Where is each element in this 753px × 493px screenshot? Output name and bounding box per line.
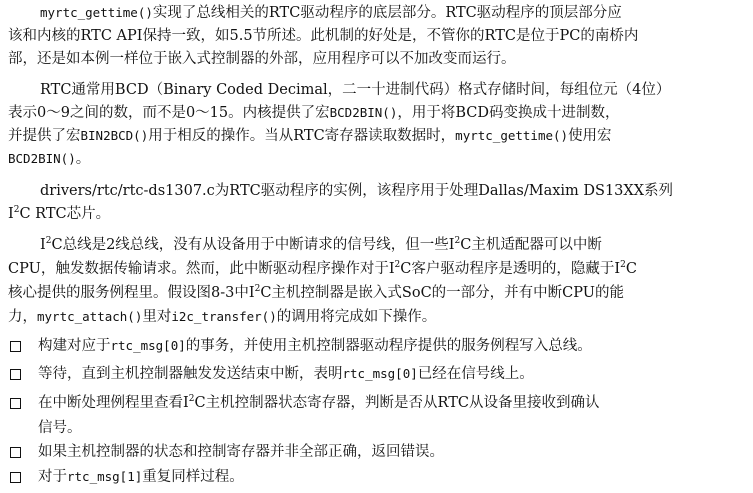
bullet-item-2: 等待，直到主机控制器触发发送结束中断，表明rtc_msg[0]已经在信号线上。 (38, 366, 534, 382)
paragraph-3-line-2: $I^2C$ RTC芯片。 (8, 205, 111, 222)
bullet-item-1: 构建对应于rtc_msg[0]的事务，并使用主机控制器驱动程序提供的服务例程写入总线。 (38, 338, 592, 354)
paragraph-4-line-4: 力，myrtc_attach()里对i2c_transfer()的调用将完成如下操作。 (8, 309, 437, 325)
paragraph-3-line-1: drivers/rtc/rtc-ds1307.c为RTC驱动程序的实例，该程序用于处理Dallas/Maxim DS13XX系列 (40, 183, 674, 199)
code-rtc-msg-0: rtc_msg[0] (342, 366, 418, 381)
paragraph-2-line-1: RTC通常用BCD（Binary Coded Decimal，二一十进制代码）格式存储时间，每组位元（4位） (40, 82, 671, 98)
checkbox-bullet-icon (10, 472, 21, 483)
code-bin2bcd: BIN2BCD() (80, 128, 149, 143)
checkbox-bullet-icon (10, 369, 21, 380)
code-rtc-msg-1: rtc_msg[1] (67, 469, 143, 484)
code-rtc-msg-0: rtc_msg[0] (110, 338, 186, 353)
paragraph-1-line-2: 该和内核的RTC API保持一致，如5.5节所述。此机制的好处是，不管你的RTC是位于PC的南桥内 (8, 28, 639, 44)
paragraph-2-line-4: BCD2BIN()。 (8, 151, 91, 167)
paragraph-4-line-3: 核心提供的服务例程里。假设图8-3中$I^2C$主机控制器是嵌入式SoC的一部分，并有中断CPU的能 (8, 284, 624, 301)
code-myrtc-attach: myrtc_attach() (37, 309, 143, 324)
paragraph-2-line-2: 表示0～9之间的数，而不是0～15。内核提供了宏BCD2BIN()，用于将BCD码变换成十进制数， (8, 105, 620, 121)
bullet-item-5: 对于rtc_msg[1]重复同样过程。 (38, 469, 244, 485)
code-myrtc-gettime: myrtc_gettime() (40, 5, 153, 20)
paragraph-2-line-3: 并提供了宏BIN2BCD()用于相反的操作。当从RTC寄存器读取数据时，myrtc_gettime()使用宏 (8, 128, 612, 144)
paragraph-1-line-3: 部，还是如本例一样位于嵌入式控制器的外部，应用程序可以不加改变而运行。 (8, 51, 516, 67)
checkbox-bullet-icon (10, 341, 21, 352)
bullet-item-4: 如果主机控制器的状态和控制寄存器并非全部正确，返回错误。 (38, 444, 444, 460)
checkbox-bullet-icon (10, 398, 21, 409)
code-bcd2bin: BCD2BIN() (329, 105, 398, 120)
bullet-item-3: 在中断处理例程里查看$I^2C$主机控制器状态寄存器，判断是否从RTC从设备里接收到确认 (38, 394, 600, 411)
paragraph-4-line-1: $I^2C$总线是2线总线，没有从设备用于中断请求的信号线，但一些$I^2C$主机适配器可以中断 (40, 236, 602, 253)
bullet-item-3-continuation: 信号。 (38, 420, 82, 436)
paragraph-4-line-2: CPU，触发数据传输请求。然而，此中断驱动程序操作对于$I^2C$客户驱动程序是透明的，隐藏于$I^2C$ (8, 260, 637, 277)
paragraph-1-line-1: myrtc_gettime()实现了总线相关的RTC驱动程序的底层部分。RTC驱动程序的顶层部分应 (40, 5, 622, 21)
code-bcd2bin: BCD2BIN() (8, 151, 76, 166)
code-i2c-transfer: i2c_transfer() (171, 309, 277, 324)
checkbox-bullet-icon (10, 447, 21, 458)
code-myrtc-gettime: myrtc_gettime() (455, 128, 569, 143)
